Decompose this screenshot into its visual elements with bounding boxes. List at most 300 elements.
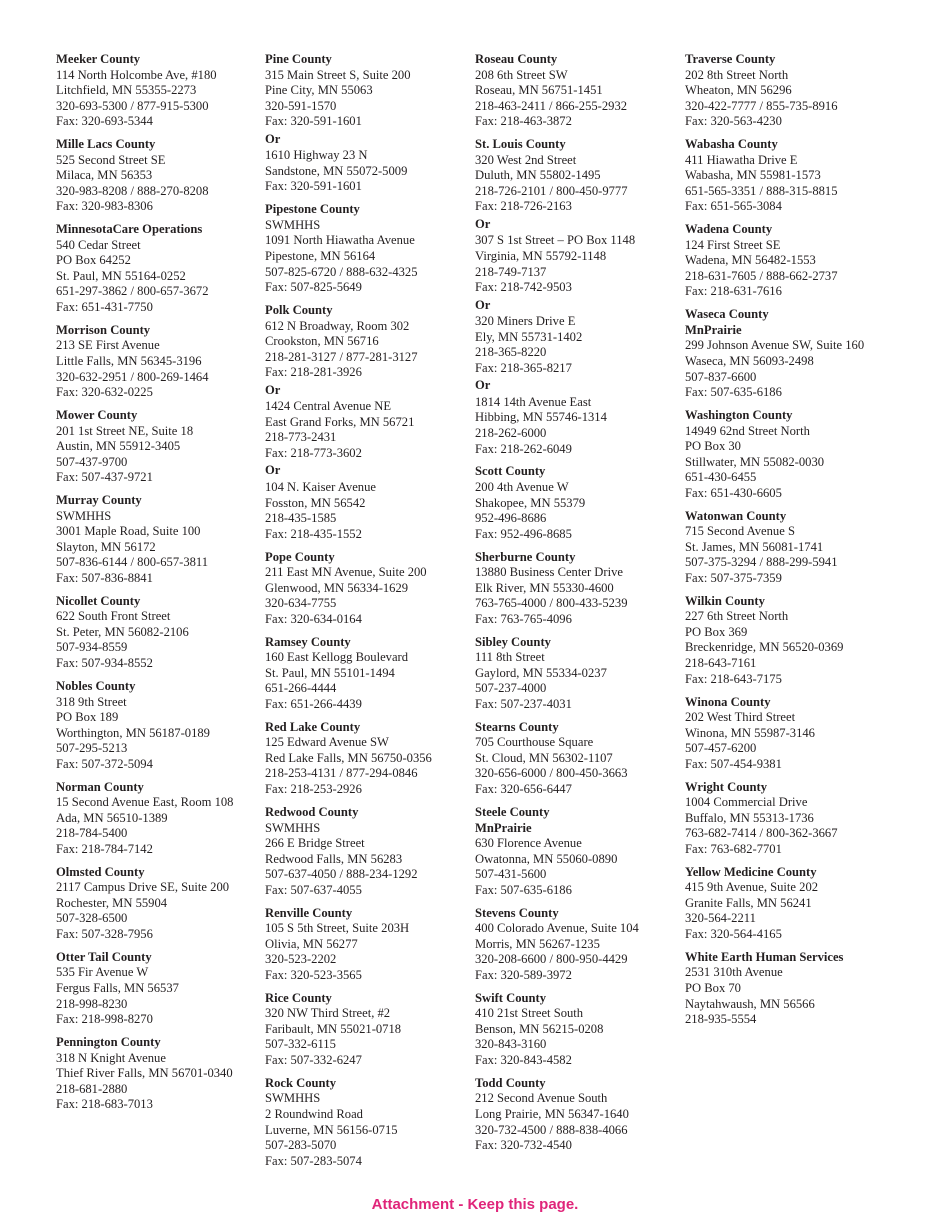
address-line: SWMHHS [56, 508, 112, 523]
county-name: Pipestone County [265, 202, 360, 217]
or-separator: Or [475, 297, 491, 312]
county-entry-stearns-county [475, 720, 680, 798]
address-line: PO Box 369 [685, 624, 748, 639]
address-line: Fax: 218-463-3872 [475, 114, 572, 129]
county-entry-todd-county [475, 1076, 680, 1154]
address-line: 320-693-5300 / 877-915-5300 [56, 98, 209, 113]
address-line: Naytahwaush, MN 56566 [685, 996, 815, 1011]
alternate-address-line: Fax: 218-773-3602 [265, 445, 362, 460]
address-line: Wheaton, MN 56296 [685, 83, 792, 98]
address-line: 507-457-6200 [685, 741, 757, 756]
county-name: Murray County [56, 493, 142, 508]
address-line: 507-375-3294 / 888-299-5941 [685, 555, 838, 570]
address-line: 201 1st Street NE, Suite 18 [56, 423, 194, 438]
address-line: 266 E Bridge Street [265, 836, 365, 851]
address-line: St. James, MN 56081-1741 [685, 539, 824, 554]
address-line: 218-281-3127 / 877-281-3127 [265, 349, 418, 364]
address-line: 320 NW Third Street, #2 [265, 1006, 391, 1021]
address-line: Fax: 320-563-4230 [685, 114, 782, 129]
address-line: Fax: 218-998-8270 [56, 1012, 153, 1027]
county-entry-winona-county [685, 695, 890, 773]
address-line: 202 8th Street North [685, 67, 789, 82]
address-line: Fax: 507-825-5649 [265, 280, 362, 295]
address-line: St. Cloud, MN 56302-1107 [475, 750, 613, 765]
address-line: Redwood Falls, MN 56283 [265, 851, 403, 866]
address-line: Litchfield, MN 55355-2273 [56, 83, 197, 98]
address-line: 13880 Business Center Drive [475, 565, 623, 580]
county-entry-minnesotacare-operations [56, 222, 261, 315]
address-line: Fax: 320-732-4540 [475, 1138, 572, 1153]
address-line: Fax: 218-281-3926 [265, 365, 362, 380]
address-line: 410 21st Street South [475, 1006, 584, 1021]
or-separator: Or [475, 216, 491, 231]
address-line: Pine City, MN 55063 [265, 83, 373, 98]
county-name: Renville County [265, 905, 353, 920]
address-line: Milaca, MN 56353 [56, 168, 153, 183]
county-entry-wabasha-county [685, 137, 890, 215]
address-line: Pipestone, MN 56164 [265, 248, 376, 263]
address-line: 105 S 5th Street, Suite 203H [265, 921, 410, 936]
address-line: 315 Main Street S, Suite 200 [265, 67, 411, 82]
address-line: Thief River Falls, MN 56701-0340 [56, 1066, 233, 1081]
county-name: Wright County [685, 779, 767, 794]
county-entry-stevens-county [475, 906, 680, 984]
address-line: 160 East Kellogg Boulevard [265, 650, 409, 665]
agency-name: MnPrairie [685, 322, 742, 337]
address-line: St. Peter, MN 56082-2106 [56, 624, 189, 639]
address-line: 540 Cedar Street [56, 237, 141, 252]
address-line: Fax: 507-372-5094 [56, 756, 153, 771]
address-line: 227 6th Street North [685, 609, 789, 624]
address-line: 320-843-3160 [475, 1037, 547, 1052]
alternate-address-line: 218-435-1585 [265, 511, 337, 526]
county-name: Scott County [475, 464, 546, 479]
address-line: Breckenridge, MN 56520-0369 [685, 640, 844, 655]
address-line: 218-681-2880 [56, 1081, 128, 1096]
county-entry-pine-county [265, 52, 470, 195]
address-line: Buffalo, MN 55313-1736 [685, 810, 814, 825]
county-entry-watonwan-county [685, 509, 890, 587]
address-line: Wabasha, MN 55981-1573 [685, 168, 821, 183]
address-line: 3001 Maple Road, Suite 100 [56, 524, 201, 539]
address-line: Luverne, MN 56156-0715 [265, 1122, 398, 1137]
address-line: Long Prairie, MN 56347-1640 [475, 1106, 629, 1121]
alternate-address-line: 218-773-2431 [265, 430, 337, 445]
county-entry-morrison-county [56, 323, 261, 401]
address-line: Fax: 320-843-4582 [475, 1052, 572, 1067]
county-entry-sherburne-county [475, 550, 680, 628]
address-line: Fax: 651-266-4439 [265, 696, 362, 711]
address-line: 507-637-4050 / 888-234-1292 [265, 867, 418, 882]
address-line: Fax: 218-253-2926 [265, 782, 362, 797]
or-separator: Or [265, 463, 281, 478]
county-name: Red Lake County [265, 719, 361, 734]
county-entry-murray-county [56, 493, 261, 586]
address-line: Fax: 218-784-7142 [56, 841, 153, 856]
address-line: Fax: 651-431-7750 [56, 299, 153, 314]
address-line: Wadena, MN 56482-1553 [685, 253, 816, 268]
address-line: Fax: 507-237-4031 [475, 696, 572, 711]
county-name: MinnesotaCare Operations [56, 222, 203, 237]
county-name: Wabasha County [685, 137, 778, 152]
alternate-address-line: 1610 Highway 23 N [265, 148, 368, 163]
alternate-address-line: Fax: 218-262-6049 [475, 441, 572, 456]
address-line: Glenwood, MN 56334-1629 [265, 580, 409, 595]
address-line: 1091 North Hiawatha Avenue [265, 233, 415, 248]
address-line: 320-523-2202 [265, 952, 337, 967]
address-line: Benson, MN 56215-0208 [475, 1021, 604, 1036]
county-name: Nobles County [56, 678, 136, 693]
address-line: 320-634-7755 [265, 596, 337, 611]
address-line: Little Falls, MN 56345-3196 [56, 354, 202, 369]
county-entry-olmsted-county [56, 865, 261, 943]
address-line: Fax: 507-375-7359 [685, 570, 782, 585]
directory-column-1 [56, 52, 261, 1120]
county-entry-roseau-county [475, 52, 680, 130]
county-entry-pope-county [265, 550, 470, 628]
address-line: 507-283-5070 [265, 1138, 337, 1153]
address-line: 318 9th Street [56, 694, 127, 709]
county-entry-yellow-medicine-county [685, 865, 890, 943]
address-line: 15 Second Avenue East, Room 108 [56, 795, 234, 810]
county-entry-st-louis-county [475, 137, 680, 457]
address-line: 111 8th Street [475, 650, 545, 665]
address-line: PO Box 70 [685, 980, 741, 995]
address-line: 507-328-6500 [56, 911, 128, 926]
address-line: 124 First Street SE [685, 237, 781, 252]
address-line: 507-437-9700 [56, 454, 128, 469]
county-name: Mille Lacs County [56, 137, 156, 152]
address-line: 218-463-2411 / 866-255-2932 [475, 98, 628, 113]
address-line: 218-726-2101 / 800-450-9777 [475, 183, 628, 198]
directory-column-4 [685, 52, 890, 1035]
address-line: Faribault, MN 55021-0718 [265, 1021, 402, 1036]
directory-column-3 [475, 52, 680, 1161]
county-entry-mille-lacs-county [56, 137, 261, 215]
county-name: Ramsey County [265, 634, 351, 649]
address-line: Slayton, MN 56172 [56, 539, 156, 554]
county-name: Traverse County [685, 52, 776, 66]
address-line: 651-266-4444 [265, 681, 337, 696]
alternate-address-line: Hibbing, MN 55746-1314 [475, 410, 607, 425]
alternate-address-line: Fax: 218-742-9503 [475, 280, 572, 295]
address-line: 218-784-5400 [56, 826, 128, 841]
address-line: 2117 Campus Drive SE, Suite 200 [56, 880, 230, 895]
address-line: Fax: 320-591-1601 [265, 114, 362, 129]
address-line: 2 Roundwind Road [265, 1106, 363, 1121]
address-line: Fax: 507-454-9381 [685, 756, 782, 771]
address-line: Elk River, MN 55330-4600 [475, 580, 614, 595]
county-name: Morrison County [56, 322, 151, 337]
address-line: Fax: 320-589-3972 [475, 967, 572, 982]
address-line: 525 Second Street SE [56, 152, 166, 167]
address-line: 705 Courthouse Square [475, 735, 594, 750]
county-entry-ramsey-county [265, 635, 470, 713]
county-entry-traverse-county [685, 52, 890, 130]
address-line: Fax: 507-637-4055 [265, 882, 362, 897]
alternate-address-line: Fax: 320-591-1601 [265, 179, 362, 194]
county-entry-rock-county [265, 1076, 470, 1169]
address-line: Fax: 507-934-8552 [56, 656, 153, 671]
address-line: 213 SE First Avenue [56, 338, 160, 353]
county-name: Roseau County [475, 52, 558, 66]
or-separator: Or [475, 378, 491, 393]
alternate-address-line: Fosston, MN 56542 [265, 495, 366, 510]
address-line: 535 Fir Avenue W [56, 965, 149, 980]
address-line: 14949 62nd Street North [685, 423, 810, 438]
address-line: PO Box 30 [685, 439, 741, 454]
address-line: Fax: 952-496-8685 [475, 526, 572, 541]
alternate-address-line: Fax: 218-435-1552 [265, 526, 362, 541]
address-line: Winona, MN 55987-3146 [685, 725, 815, 740]
county-name: Stearns County [475, 719, 559, 734]
address-line: 507-295-5213 [56, 741, 128, 756]
county-name: Stevens County [475, 905, 559, 920]
address-line: 320-732-4500 / 888-838-4066 [475, 1122, 628, 1137]
county-entry-wilkin-county [685, 594, 890, 687]
county-entry-pipestone-county [265, 202, 470, 295]
address-line: 218-998-8230 [56, 996, 128, 1011]
county-name: Otter Tail County [56, 949, 152, 964]
address-line: 612 N Broadway, Room 302 [265, 318, 410, 333]
county-entry-mower-county [56, 408, 261, 486]
address-line: Fax: 507-836-8841 [56, 570, 153, 585]
county-entry-redwood-county [265, 805, 470, 898]
address-line: Roseau, MN 56751-1451 [475, 83, 603, 98]
address-line: Fax: 320-632-0225 [56, 385, 153, 400]
directory-column-2 [265, 52, 470, 1177]
address-line: SWMHHS [265, 217, 321, 232]
county-name: Meeker County [56, 52, 141, 66]
address-line: Fax: 320-983-8306 [56, 199, 153, 214]
address-line: 415 9th Avenue, Suite 202 [685, 880, 819, 895]
address-line: Fax: 218-683-7013 [56, 1097, 153, 1112]
address-line: 507-332-6115 [265, 1037, 336, 1052]
address-line: Fax: 320-523-3565 [265, 967, 362, 982]
address-line: 114 North Holcombe Ave, #180 [56, 67, 217, 82]
address-line: 320-422-7777 / 855-735-8916 [685, 98, 838, 113]
address-line: Fax: 507-635-6186 [475, 882, 572, 897]
county-name: Wadena County [685, 222, 773, 237]
address-line: 125 Edward Avenue SW [265, 735, 389, 750]
county-name: Steele County [475, 804, 550, 819]
alternate-address-line: 218-749-7137 [475, 264, 547, 279]
address-line: 218-935-5554 [685, 1012, 757, 1027]
address-line: Fergus Falls, MN 56537 [56, 980, 179, 995]
address-line: 715 Second Avenue S [685, 524, 795, 539]
address-line: Worthington, MN 56187-0189 [56, 725, 210, 740]
alternate-address-line: East Grand Forks, MN 56721 [265, 414, 415, 429]
county-entry-scott-county [475, 464, 680, 542]
address-line: 218-643-7161 [685, 656, 757, 671]
county-entry-swift-county [475, 991, 680, 1069]
address-line: 320-591-1570 [265, 98, 337, 113]
county-entry-polk-county [265, 303, 470, 542]
address-line: 507-837-6600 [685, 369, 757, 384]
address-line: Owatonna, MN 55060-0890 [475, 851, 618, 866]
address-line: 1004 Commercial Drive [685, 795, 808, 810]
address-line: 218-631-7605 / 888-662-2737 [685, 268, 838, 283]
address-line: Fax: 218-726-2163 [475, 199, 572, 214]
address-line: Fax: 651-430-6605 [685, 485, 782, 500]
address-line: 651-430-6455 [685, 470, 757, 485]
county-entry-pennington-county [56, 1035, 261, 1113]
county-entry-nicollet-county [56, 594, 261, 672]
alternate-address-line: Virginia, MN 55792-1148 [475, 248, 607, 263]
address-line: 507-934-8559 [56, 640, 128, 655]
address-line: St. Paul, MN 55164-0252 [56, 268, 186, 283]
alternate-address-line: 218-365-8220 [475, 345, 547, 360]
address-line: Fax: 507-332-6247 [265, 1052, 362, 1067]
address-line: 320-656-6000 / 800-450-3663 [475, 766, 628, 781]
address-line: Fax: 218-631-7616 [685, 284, 782, 299]
address-line: Crookston, MN 56716 [265, 334, 379, 349]
county-entry-white-earth-human-services [685, 950, 890, 1028]
county-name: Pope County [265, 549, 335, 564]
county-name: Olmsted County [56, 864, 145, 879]
county-name: Pine County [265, 52, 332, 66]
address-line: 651-297-3862 / 800-657-3672 [56, 284, 209, 299]
address-line: 411 Hiawatha Drive E [685, 152, 798, 167]
address-line: Fax: 763-682-7701 [685, 841, 782, 856]
address-line: 622 South Front Street [56, 609, 171, 624]
address-line: Fax: 507-283-5074 [265, 1153, 362, 1168]
county-name: Nicollet County [56, 593, 141, 608]
county-entry-sibley-county [475, 635, 680, 713]
address-line: 320 West 2nd Street [475, 152, 577, 167]
agency-name: MnPrairie [475, 820, 532, 835]
address-line: Rochester, MN 55904 [56, 895, 168, 910]
county-name: St. Louis County [475, 137, 566, 152]
county-name: Sherburne County [475, 549, 576, 564]
alternate-address-line: 1424 Central Avenue NE [265, 399, 392, 414]
address-line: 763-682-7414 / 800-362-3667 [685, 826, 838, 841]
county-name: Redwood County [265, 804, 359, 819]
address-line: 400 Colorado Avenue, Suite 104 [475, 921, 639, 936]
address-line: 320-632-2951 / 800-269-1464 [56, 369, 209, 384]
address-line: Gaylord, MN 55334-0237 [475, 665, 607, 680]
address-line: SWMHHS [265, 1091, 321, 1106]
address-line: 320-208-6600 / 800-950-4429 [475, 952, 628, 967]
address-line: 651-565-3351 / 888-315-8815 [685, 183, 838, 198]
address-line: Olivia, MN 56277 [265, 936, 358, 951]
county-entry-norman-county [56, 780, 261, 858]
county-name: Pennington County [56, 1035, 161, 1050]
address-line: Fax: 320-634-0164 [265, 611, 362, 626]
county-entry-rice-county [265, 991, 470, 1069]
address-line: Duluth, MN 55802-1495 [475, 168, 601, 183]
address-line: Austin, MN 55912-3405 [56, 439, 181, 454]
county-name: Waseca County [685, 307, 769, 322]
address-line: 630 Florence Avenue [475, 836, 582, 851]
alternate-address-line: 218-262-6000 [475, 425, 547, 440]
address-line: 507-825-6720 / 888-632-4325 [265, 264, 418, 279]
address-line: 211 East MN Avenue, Suite 200 [265, 565, 427, 580]
address-line: 952-496-8686 [475, 511, 547, 526]
address-line: Shakopee, MN 55379 [475, 495, 586, 510]
alternate-address-line: Ely, MN 55731-1402 [475, 329, 583, 344]
address-line: Waseca, MN 56093-2498 [685, 354, 814, 369]
address-line: Fax: 763-765-4096 [475, 611, 572, 626]
address-line: Ada, MN 56510-1389 [56, 810, 168, 825]
address-line: 202 West Third Street [685, 710, 796, 725]
county-entry-washington-county [685, 408, 890, 501]
county-entry-red-lake-county [265, 720, 470, 798]
address-line: Fax: 320-564-4165 [685, 926, 782, 941]
alternate-address-line: 1814 14th Avenue East [475, 394, 592, 409]
address-line: 2531 310th Avenue [685, 965, 783, 980]
county-entry-waseca-county [685, 307, 890, 400]
county-entry-nobles-county [56, 679, 261, 772]
address-line: Morris, MN 56267-1235 [475, 936, 600, 951]
alternate-address-line: Fax: 218-365-8217 [475, 360, 572, 375]
county-name: Washington County [685, 408, 793, 423]
address-line: Fax: 320-693-5344 [56, 114, 153, 129]
county-name: White Earth Human Services [685, 949, 844, 964]
or-separator: Or [265, 382, 281, 397]
county-name: Polk County [265, 302, 333, 317]
address-line: Red Lake Falls, MN 56750-0356 [265, 750, 432, 765]
address-line: St. Paul, MN 55101-1494 [265, 665, 395, 680]
alternate-address-line: 104 N. Kaiser Avenue [265, 480, 376, 494]
county-name: Norman County [56, 779, 144, 794]
county-name: Mower County [56, 408, 138, 423]
alternate-address-line: 320 Miners Drive E [475, 314, 576, 329]
address-line: Fax: 507-635-6186 [685, 385, 782, 400]
county-entry-meeker-county [56, 52, 261, 130]
alternate-address-line: 307 S 1st Street – PO Box 1148 [475, 233, 636, 248]
page-footer: Attachment - Keep this page. [371, 1196, 579, 1213]
county-entry-wadena-county [685, 222, 890, 300]
address-line: 320-983-8208 / 888-270-8208 [56, 183, 209, 198]
address-line: 763-765-4000 / 800-433-5239 [475, 596, 628, 611]
address-line: Fax: 651-565-3084 [685, 199, 782, 214]
county-entry-steele-county [475, 805, 680, 898]
address-line: 507-836-6144 / 800-657-3811 [56, 555, 209, 570]
county-name: Yellow Medicine County [685, 864, 817, 879]
address-line: 208 6th Street SW [475, 67, 568, 82]
county-name: Swift County [475, 990, 547, 1005]
address-line: 320-564-2211 [685, 911, 756, 926]
address-line: 200 4th Avenue W [475, 480, 569, 494]
county-name: Rice County [265, 990, 332, 1005]
address-line: Fax: 507-328-7956 [56, 926, 153, 941]
county-name: Wilkin County [685, 593, 765, 608]
alternate-address-line: Sandstone, MN 55072-5009 [265, 163, 408, 178]
address-line: 212 Second Avenue South [475, 1091, 608, 1106]
address-line: 299 Johnson Avenue SW, Suite 160 [685, 338, 865, 353]
address-line: 318 N Knight Avenue [56, 1050, 166, 1065]
address-line: 507-237-4000 [475, 681, 547, 696]
address-line: 507-431-5600 [475, 867, 547, 882]
address-line: PO Box 189 [56, 710, 119, 725]
address-line: SWMHHS [265, 820, 321, 835]
address-line: Fax: 320-656-6447 [475, 782, 572, 797]
county-name: Todd County [475, 1075, 546, 1090]
address-line: Stillwater, MN 55082-0030 [685, 454, 825, 469]
county-entry-otter-tail-county [56, 950, 261, 1028]
county-name: Sibley County [475, 634, 551, 649]
address-line: 218-253-4131 / 877-294-0846 [265, 766, 418, 781]
county-entry-wright-county [685, 780, 890, 858]
county-entry-renville-county [265, 906, 470, 984]
county-name: Rock County [265, 1075, 337, 1090]
county-name: Winona County [685, 694, 771, 709]
county-name: Watonwan County [685, 508, 787, 523]
address-line: PO Box 64252 [56, 253, 131, 268]
address-line: Fax: 507-437-9721 [56, 470, 153, 485]
address-line: Granite Falls, MN 56241 [685, 895, 812, 910]
